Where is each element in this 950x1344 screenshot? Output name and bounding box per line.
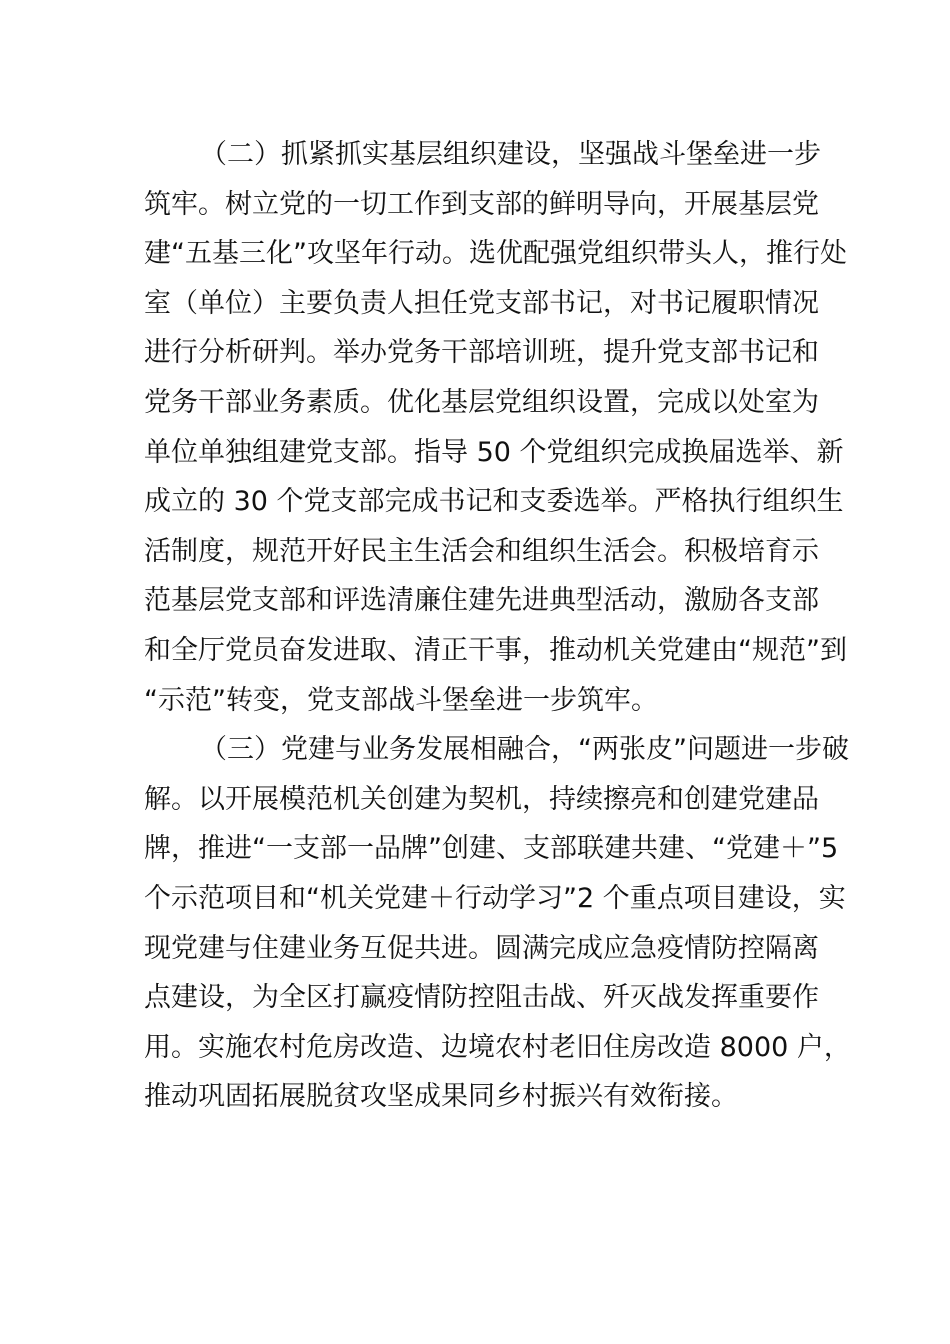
paragraph-line: 个示范项目和“机关党建＋行动学习”2 个重点项目建设，实 [144,882,846,914]
document-body [144,130,851,1122]
paragraph-line: 进行分析研判。举办党务干部培训班，提升党支部书记和 [144,337,819,369]
paragraph-line: 和全厅党员奋发进取、清正干事，推动机关党建由“规范”到 [144,634,847,666]
paragraph-line: 单位单独组建党支部。指导 50 个党组织完成换届选举、新 [144,436,844,468]
paragraph-line: 推动巩固拓展脱贫攻坚成果同乡村振兴有效衔接。 [144,1081,738,1113]
paragraph-line: 筑牢。树立党的一切工作到支部的鲜明导向，开展基层党 [144,188,819,220]
paragraph-line: 牌，推进“一支部一品牌”创建、支部联建共建、“党建＋”5 [144,833,839,865]
paragraph-line: 范基层党支部和评选清廉住建先进典型活动，激励各支部 [144,585,819,617]
paragraph-line: 用。实施农村危房改造、边境农村老旧住房改造 8000 户， [144,1031,851,1063]
paragraph-line: 建“五基三化”攻坚年行动。选优配强党组织带头人，推行处 [144,238,847,270]
paragraph-line: 室（单位）主要负责人担任党支部书记，对书记履职情况 [144,287,819,319]
paragraph-line: 点建设，为全区打赢疫情防控阻击战、歼灭战发挥重要作 [144,982,819,1014]
paragraph-line: 党务干部业务素质。优化基层党组织设置，完成以处室为 [144,386,819,418]
paragraph-section-2 [144,130,847,725]
paragraph-line: 成立的 30 个党支部完成书记和支委选举。严格执行组织生 [144,486,844,518]
paragraph-line: 活制度，规范开好民主生活会和组织生活会。积极培育示 [144,535,819,567]
paragraph-section-3 [144,725,851,1122]
paragraph-line: （二）抓紧抓实基层组织建设，坚强战斗堡垒进一步 [200,139,821,170]
paragraph-line: “示范”转变，党支部战斗堡垒进一步筑牢。 [144,684,658,716]
paragraph-line: 解。以开展模范机关创建为契机，持续擦亮和创建党建品 [144,783,819,815]
paragraph-line: （三）党建与业务发展相融合，“两张皮”问题进一步破 [200,734,849,766]
paragraph-line: 现党建与住建业务互促共进。圆满完成应急疫情防控隔离 [144,932,819,964]
